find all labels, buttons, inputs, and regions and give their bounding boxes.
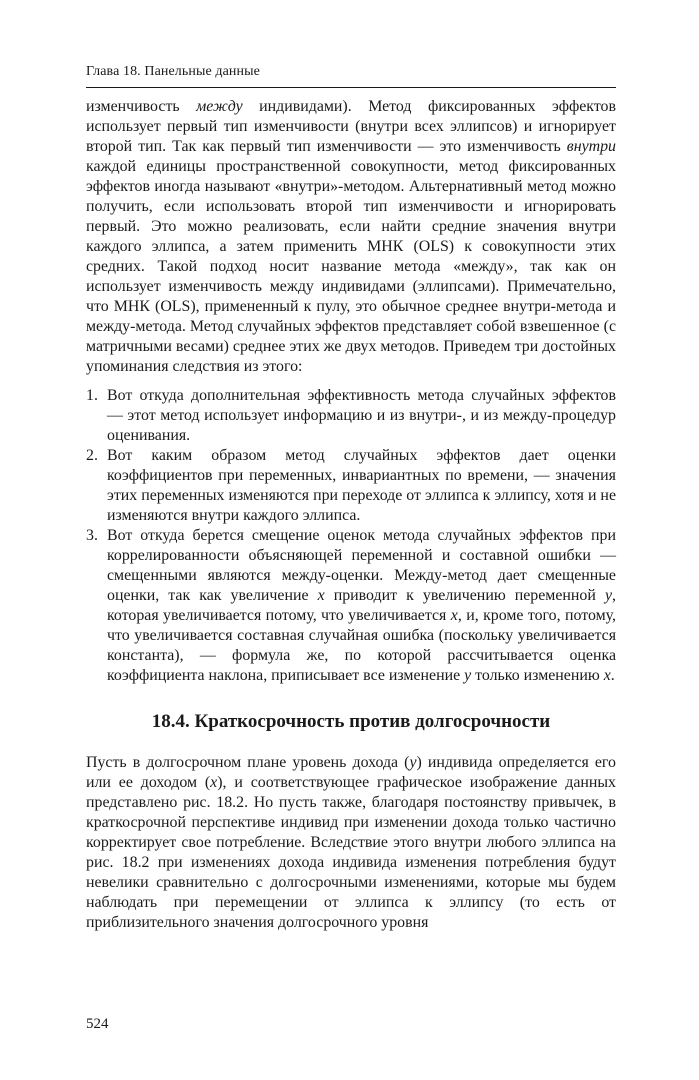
text-run: только изменению bbox=[471, 667, 604, 684]
text-run: приводит к увеличению переменной bbox=[324, 587, 605, 604]
text-run: Пусть в долгосрочном плане уровень дохода ( bbox=[86, 754, 410, 771]
text-run: Вот каким образом метод случайных эффектов дает оценки коэффициентов при переменных, инвариантных по времени, — значения этих переменных изменяются при переходе от эллипса к эллипсу, хотя и не изменяются внутри каждого эллипса. bbox=[107, 447, 616, 524]
text-run: , которая увеличивается потому, что увеличивается bbox=[107, 587, 616, 624]
text-run: изменчивость bbox=[86, 98, 197, 115]
paragraph bbox=[86, 753, 616, 933]
header-rule bbox=[86, 87, 616, 88]
page-content bbox=[86, 97, 616, 933]
text-run: Вот откуда берется смещение оценок метода случайных эффектов при коррелированности объясняющей переменной и составной ошибки — смещенными являются между-оценки. Между-метод дает смещенные оценки, так как увеличение bbox=[107, 527, 616, 604]
list-item bbox=[86, 386, 616, 446]
text-run: Вот откуда дополнительная эффективность метода случайных эффектов — этот метод использует информацию и из внутри-, и из между-процедур оценивания. bbox=[107, 387, 616, 444]
section-heading: 18.4. Краткосрочность против долгосрочности bbox=[151, 711, 551, 732]
page-number: 524 bbox=[86, 1016, 109, 1032]
list-item-number: 1. bbox=[86, 387, 98, 404]
italic-text: x bbox=[450, 607, 458, 624]
text-run: каждой единицы пространственной совокупности, метод фиксированных эффектов иногда называют «внутри»-методом. Альтернативный метод можно получить, если использовать второй тип изменчивости и игнорировать первый. Это можно реализовать, если найти средние значения внутри каждого эллипса, а затем применить МНК (OLS) к совокупности этих средних. Такой подход носит название метода «между», так как он использует изменчивость между индивидами (эллипсами). Примечательно, что МНК (OLS), примененный к пулу, это обычное среднее внутри-метода и между-метода. Метод случайных эффектов представляет собой взвешенное (с матричными весами) среднее этих же двух методов. Приведем три достойных упоминания следствия из этого: bbox=[86, 158, 616, 375]
paragraph bbox=[86, 97, 616, 377]
italic-text: x bbox=[603, 667, 611, 684]
text-run: . bbox=[610, 667, 615, 684]
text-run: индивидами). Метод фиксированных эффектов использует первый тип изменчивости (внутри всех эллипсов) и игнорирует второй тип. Так как первый тип изменчивости — это изменчивость bbox=[86, 98, 616, 155]
list-item bbox=[86, 526, 616, 686]
italic-text: между bbox=[196, 98, 243, 115]
list-item bbox=[86, 446, 616, 526]
consequences-list bbox=[86, 386, 616, 686]
italic-text: x bbox=[210, 774, 218, 791]
list-item-number: 3. bbox=[86, 527, 98, 544]
text-run: , и, кроме того, потому, что увеличивается составная случайная ошибка (поскольку увеличивается константа), — формула же, по которой рассчитывается оценка коэффициента наклона, приписывает все изменение bbox=[107, 607, 616, 684]
italic-text: внутри bbox=[566, 138, 616, 155]
text-run: ) индивида определяется его или ее доходом ( bbox=[86, 754, 616, 791]
italic-text: y bbox=[409, 754, 417, 771]
list-item-number: 2. bbox=[86, 447, 98, 464]
text-run: ), и соответствующее графическое изображение данных представлено рис. 18.2. Но пусть также, благодаря постоянству привычек, в краткосрочной перспективе индивид при изменении дохода только частично корректирует свое потребление. Вследствие этого внутри любого эллипса на рис. 18.2 при изменениях дохода индивида изменения потребления будут невелики сравнительно с долгосрочными изменениями, которые мы будем наблюдать при перемещении от эллипса к эллипсу (то есть от приблизительного значения долгосрочного уровня bbox=[86, 774, 616, 931]
running-head: Глава 18. Панельные данные bbox=[86, 64, 260, 79]
italic-text: x bbox=[317, 587, 325, 604]
italic-text: y bbox=[464, 667, 472, 684]
italic-text: y bbox=[604, 587, 613, 604]
